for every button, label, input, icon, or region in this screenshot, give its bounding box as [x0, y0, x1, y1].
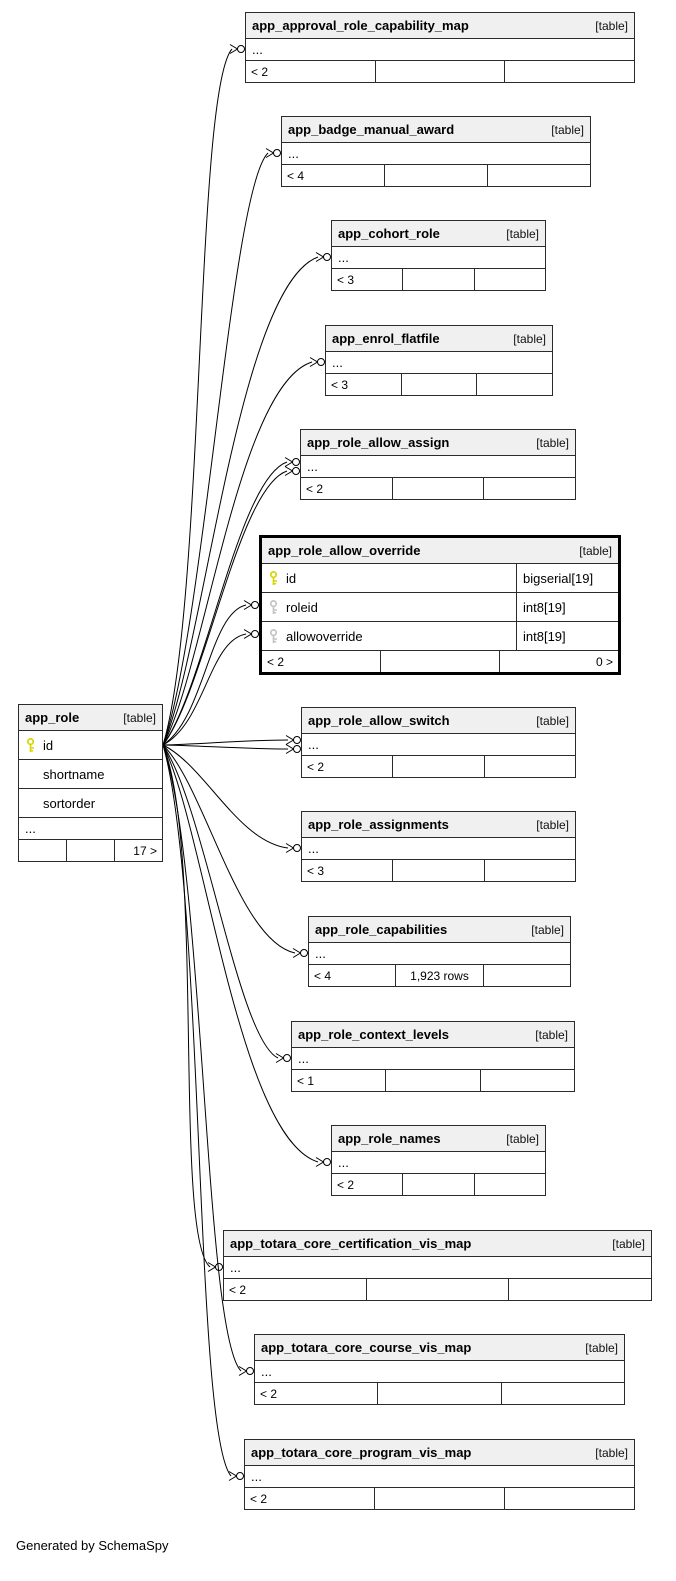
table-footer [282, 165, 590, 186]
table-footer [245, 1488, 634, 1509]
table-header-app_totara_core_course_vis_map[interactable] [255, 1335, 624, 1361]
columns-ellipsis-row [224, 1257, 651, 1279]
footer-cell: < 2 [307, 759, 325, 774]
footer-cell [476, 374, 552, 395]
footer-cell [484, 860, 575, 881]
footer-cell [474, 269, 545, 290]
footer-cell: 1,923 rows [395, 965, 482, 986]
table-header-app_role_context_levels[interactable] [292, 1022, 574, 1048]
table-type-badge: [table] [536, 435, 569, 450]
footer-cell [392, 860, 483, 881]
table-footer [326, 374, 552, 395]
footer-cell: 0 > [499, 651, 618, 672]
foreign-key-icon [268, 600, 279, 615]
columns-ellipsis-row [301, 456, 575, 478]
columns-ellipsis-row [19, 818, 162, 840]
primary-key-icon [268, 571, 279, 586]
column-name: id [286, 570, 297, 586]
table-name: app_role_allow_switch [308, 713, 450, 728]
footer-cell [374, 1488, 504, 1509]
column-type: int8[19] [516, 593, 618, 621]
table-header-app_role_allow_override[interactable] [262, 538, 618, 564]
table-type-badge: [table] [595, 18, 628, 33]
table-node-app_role_allow_override[interactable] [259, 535, 621, 675]
footer-cell [366, 1279, 509, 1300]
footer-cell: < 2 [267, 654, 285, 669]
table-name: app_role [25, 710, 80, 725]
generator-note: Generated by SchemaSpy [16, 1538, 169, 1553]
table-type-badge: [table] [506, 226, 539, 241]
table-type-badge: [table] [595, 1445, 628, 1460]
table-name: app_totara_core_certification_vis_map [230, 1236, 472, 1251]
column-name: shortname [43, 766, 105, 782]
column-name: sortorder [43, 795, 96, 811]
table-header-app_role_names[interactable] [332, 1126, 545, 1152]
table-footer [224, 1279, 651, 1300]
columns-ellipsis-row [326, 352, 552, 374]
table-header-app_totara_core_certification_vis_map[interactable] [224, 1231, 651, 1257]
table-header-app_cohort_role[interactable] [332, 221, 545, 247]
column-name: id [43, 737, 54, 753]
table-node-app_role[interactable] [18, 704, 163, 862]
table-name: app_role_context_levels [298, 1027, 450, 1042]
footer-cell: < 2 [229, 1282, 247, 1297]
column-name: ... [338, 1155, 349, 1170]
table-footer [255, 1383, 624, 1404]
table-name: app_role_capabilities [315, 922, 448, 937]
columns-ellipsis-row [255, 1361, 624, 1383]
table-name: app_role_allow_override [268, 543, 421, 558]
column-name: allowoverride [286, 628, 363, 644]
footer-cell [392, 756, 483, 777]
footer-cell [402, 269, 473, 290]
columns-ellipsis-row [245, 1466, 634, 1488]
table-name: app_totara_core_program_vis_map [251, 1445, 472, 1460]
column-name: ... [288, 146, 299, 161]
footer-cell [484, 756, 575, 777]
table-name: app_role_assignments [308, 817, 449, 832]
column-row-id [262, 564, 618, 593]
table-header-app_enrol_flatfile[interactable] [326, 326, 552, 352]
footer-cell: < 4 [314, 968, 332, 983]
table-header-app_role_capabilities[interactable] [309, 917, 570, 943]
key-spacer [25, 803, 36, 804]
table-type-badge: [table] [531, 922, 564, 937]
table-footer [332, 1174, 545, 1195]
footer-cell [377, 1383, 500, 1404]
footer-cell: < 2 [337, 1177, 355, 1192]
table-header-app_badge_manual_award[interactable] [282, 117, 590, 143]
footer-cell [483, 478, 575, 499]
table-header-app_role_allow_switch[interactable] [302, 708, 575, 734]
footer-cell: < 2 [306, 481, 324, 496]
footer-cell: < 2 [251, 64, 269, 79]
table-name: app_cohort_role [338, 226, 440, 241]
table-node-app_role_allow_assign[interactable] [300, 429, 576, 500]
table-type-badge: [table] [579, 543, 612, 558]
column-name: ... [25, 821, 36, 836]
table-name: app_role_allow_assign [307, 435, 450, 450]
table-type-badge: [table] [551, 122, 584, 137]
table-footer [302, 756, 575, 777]
table-header-app_role_assignments[interactable] [302, 812, 575, 838]
key-spacer [25, 774, 36, 775]
table-node-app_role_allow_switch[interactable] [301, 707, 576, 778]
column-name: ... [338, 250, 349, 265]
table-node-app_totara_core_certification_vis_map[interactable] [223, 1230, 652, 1301]
footer-cell [401, 374, 477, 395]
primary-key-icon [25, 738, 36, 753]
column-name: ... [251, 1469, 262, 1484]
footer-cell [402, 1174, 473, 1195]
column-name: ... [298, 1051, 309, 1066]
table-node-app_role_capabilities[interactable] [308, 916, 571, 987]
column-type: bigserial[19] [516, 564, 618, 592]
table-node-app_role_assignments[interactable] [301, 811, 576, 882]
column-name: ... [252, 42, 263, 57]
table-node-app_approval_role_capability_map[interactable] [245, 12, 635, 83]
table-node-app_totara_core_program_vis_map[interactable] [244, 1439, 635, 1510]
footer-cell: < 2 [250, 1491, 268, 1506]
footer-cell: < 3 [331, 377, 349, 392]
table-node-app_totara_core_course_vis_map[interactable] [254, 1334, 625, 1405]
table-type-badge: [table] [513, 331, 546, 346]
table-node-app_badge_manual_award[interactable] [281, 116, 591, 187]
table-type-badge: [table] [536, 713, 569, 728]
table-type-badge: [table] [536, 817, 569, 832]
table-name: app_enrol_flatfile [332, 331, 440, 346]
column-row-allowoverride [262, 622, 618, 651]
column-name: ... [315, 946, 326, 961]
footer-cell [375, 61, 505, 82]
column-name: ... [307, 459, 318, 474]
table-type-badge: [table] [535, 1027, 568, 1042]
footer-cell: < 3 [307, 863, 325, 878]
column-name: ... [332, 355, 343, 370]
table-footer [246, 61, 634, 82]
column-row-id [19, 731, 162, 760]
footer-cell [380, 651, 499, 672]
table-name: app_role_names [338, 1131, 441, 1146]
column-name: ... [230, 1260, 241, 1275]
footer-cell: < 2 [260, 1386, 278, 1401]
table-node-app_role_context_levels[interactable] [291, 1021, 575, 1092]
table-name: app_totara_core_course_vis_map [261, 1340, 472, 1355]
table-footer [302, 860, 575, 881]
footer-cell: 17 > [114, 840, 162, 861]
column-name: ... [308, 737, 319, 752]
table-footer [292, 1070, 574, 1091]
column-row-shortname [19, 760, 162, 789]
column-name: roleid [286, 599, 318, 615]
footer-cell [487, 165, 590, 186]
footer-cell [385, 1070, 479, 1091]
footer-cell [508, 1279, 651, 1300]
table-footer [19, 840, 162, 861]
table-type-badge: [table] [506, 1131, 539, 1146]
columns-ellipsis-row [302, 734, 575, 756]
footer-cell [504, 61, 634, 82]
footer-cell [483, 965, 570, 986]
table-node-app_cohort_role[interactable] [331, 220, 546, 291]
table-name: app_badge_manual_award [288, 122, 455, 137]
footer-cell: < 3 [337, 272, 355, 287]
table-type-badge: [table] [612, 1236, 645, 1251]
table-name: app_approval_role_capability_map [252, 18, 469, 33]
column-name: ... [261, 1364, 272, 1379]
table-footer [332, 269, 545, 290]
footer-cell [504, 1488, 634, 1509]
footer-cell: < 1 [297, 1073, 315, 1088]
columns-ellipsis-row [302, 838, 575, 860]
column-type: int8[19] [516, 622, 618, 650]
table-footer [262, 651, 618, 672]
columns-ellipsis-row [332, 247, 545, 269]
columns-ellipsis-row [282, 143, 590, 165]
footer-cell [384, 165, 487, 186]
table-footer [301, 478, 575, 499]
table-header-app_totara_core_program_vis_map[interactable] [245, 1440, 634, 1466]
table-node-app_enrol_flatfile[interactable] [325, 325, 553, 396]
columns-ellipsis-row [309, 943, 570, 965]
footer-cell [392, 478, 484, 499]
footer-cell: < 4 [287, 168, 305, 183]
table-header-app_role_allow_assign[interactable] [301, 430, 575, 456]
table-header-app_approval_role_capability_map[interactable] [246, 13, 634, 39]
table-header-app_role[interactable] [19, 705, 162, 731]
column-row-roleid [262, 593, 618, 622]
column-row-sortorder [19, 789, 162, 818]
footer-cell [480, 1070, 574, 1091]
footer-cell [19, 840, 66, 861]
footer-cell [501, 1383, 624, 1404]
footer-cell [66, 840, 114, 861]
foreign-key-icon [268, 629, 279, 644]
columns-ellipsis-row [332, 1152, 545, 1174]
columns-ellipsis-row [292, 1048, 574, 1070]
table-type-badge: [table] [585, 1340, 618, 1355]
column-name: ... [308, 841, 319, 856]
columns-ellipsis-row [246, 39, 634, 61]
table-footer [309, 965, 570, 986]
footer-cell [474, 1174, 545, 1195]
table-node-app_role_names[interactable] [331, 1125, 546, 1196]
table-type-badge: [table] [123, 710, 156, 725]
